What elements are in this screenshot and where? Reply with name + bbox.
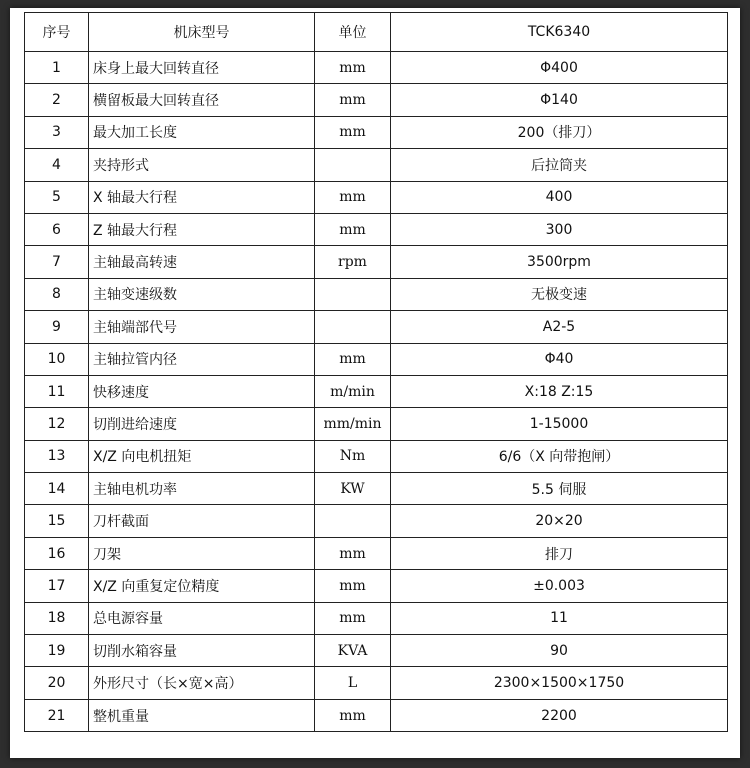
header-model-value: TCK6340 (391, 13, 728, 52)
row-value: ±0.003 (391, 570, 728, 602)
table-row (25, 116, 728, 148)
row-parameter-name: 刀杆截面 (89, 505, 315, 537)
row-index: 5 (25, 181, 89, 213)
table-row (25, 278, 728, 310)
row-unit: m/min (315, 375, 391, 407)
row-unit: Nm (315, 440, 391, 472)
row-unit: mm (315, 602, 391, 634)
row-parameter-name: 主轴端部代号 (89, 311, 315, 343)
table-row (25, 570, 728, 602)
row-index: 20 (25, 667, 89, 699)
row-value: 5.5 伺服 (391, 473, 728, 505)
row-unit (315, 149, 391, 181)
table-row (25, 246, 728, 278)
row-unit: mm (315, 699, 391, 731)
row-parameter-name: 刀架 (89, 537, 315, 569)
table-row (25, 84, 728, 116)
row-value: 6/6（X 向带抱闸） (391, 440, 728, 472)
row-unit: mm (315, 181, 391, 213)
row-parameter-name: 床身上最大回转直径 (89, 52, 315, 84)
row-parameter-name: 切削水箱容量 (89, 635, 315, 667)
spec-table (24, 12, 728, 732)
row-unit: KW (315, 473, 391, 505)
row-unit: mm (315, 570, 391, 602)
table-row (25, 343, 728, 375)
row-unit: mm (315, 537, 391, 569)
row-parameter-name: X/Z 向重复定位精度 (89, 570, 315, 602)
row-index: 11 (25, 375, 89, 407)
row-value: 90 (391, 635, 728, 667)
row-parameter-name: X 轴最大行程 (89, 181, 315, 213)
row-unit: mm (315, 52, 391, 84)
row-index: 18 (25, 602, 89, 634)
row-parameter-name: X/Z 向电机扭矩 (89, 440, 315, 472)
row-index: 2 (25, 84, 89, 116)
row-index: 7 (25, 246, 89, 278)
row-value: X:18 Z:15 (391, 375, 728, 407)
row-value: 2200 (391, 699, 728, 731)
row-index: 14 (25, 473, 89, 505)
table-header-row (25, 13, 728, 52)
row-value: 1-15000 (391, 408, 728, 440)
row-value: 后拉筒夹 (391, 149, 728, 181)
header-unit: 单位 (315, 13, 391, 52)
table-row (25, 699, 728, 731)
row-unit: mm (315, 213, 391, 245)
row-parameter-name: 最大加工长度 (89, 116, 315, 148)
row-unit: L (315, 667, 391, 699)
row-unit: mm/min (315, 408, 391, 440)
table-row (25, 408, 728, 440)
row-value: A2-5 (391, 311, 728, 343)
spec-table-body (25, 13, 728, 732)
table-row (25, 537, 728, 569)
document-frame (10, 8, 740, 758)
row-value: 排刀 (391, 537, 728, 569)
row-value: 3500rpm (391, 246, 728, 278)
row-parameter-name: 主轴最高转速 (89, 246, 315, 278)
row-parameter-name: 主轴电机功率 (89, 473, 315, 505)
row-parameter-name: 快移速度 (89, 375, 315, 407)
row-unit: mm (315, 84, 391, 116)
row-value: 200（排刀） (391, 116, 728, 148)
table-row (25, 181, 728, 213)
row-unit: mm (315, 343, 391, 375)
row-value: Φ140 (391, 84, 728, 116)
header-machine-model: 机床型号 (89, 13, 315, 52)
row-index: 15 (25, 505, 89, 537)
row-unit: rpm (315, 246, 391, 278)
table-row (25, 667, 728, 699)
row-value: Φ40 (391, 343, 728, 375)
row-unit (315, 505, 391, 537)
row-value: 400 (391, 181, 728, 213)
row-unit (315, 311, 391, 343)
row-index: 8 (25, 278, 89, 310)
row-index: 1 (25, 52, 89, 84)
row-value: 11 (391, 602, 728, 634)
row-value: 无极变速 (391, 278, 728, 310)
row-index: 19 (25, 635, 89, 667)
row-index: 10 (25, 343, 89, 375)
row-parameter-name: 总电源容量 (89, 602, 315, 634)
row-parameter-name: 外形尺寸（长×宽×高） (89, 667, 315, 699)
row-unit (315, 278, 391, 310)
table-row (25, 473, 728, 505)
table-row (25, 602, 728, 634)
row-parameter-name: 主轴变速级数 (89, 278, 315, 310)
row-value: Φ400 (391, 52, 728, 84)
row-parameter-name: 整机重量 (89, 699, 315, 731)
table-row (25, 52, 728, 84)
header-index: 序号 (25, 13, 89, 52)
table-row (25, 311, 728, 343)
row-parameter-name: 横留板最大回转直径 (89, 84, 315, 116)
row-index: 9 (25, 311, 89, 343)
row-index: 4 (25, 149, 89, 181)
row-value: 2300×1500×1750 (391, 667, 728, 699)
row-parameter-name: 切削进给速度 (89, 408, 315, 440)
row-index: 13 (25, 440, 89, 472)
row-index: 6 (25, 213, 89, 245)
table-row (25, 440, 728, 472)
table-row (25, 505, 728, 537)
table-row (25, 213, 728, 245)
row-unit: mm (315, 116, 391, 148)
table-row (25, 375, 728, 407)
row-parameter-name: 夹持形式 (89, 149, 315, 181)
row-unit: KVA (315, 635, 391, 667)
row-index: 17 (25, 570, 89, 602)
row-index: 21 (25, 699, 89, 731)
row-parameter-name: 主轴拉管内径 (89, 343, 315, 375)
row-index: 3 (25, 116, 89, 148)
row-value: 300 (391, 213, 728, 245)
row-index: 16 (25, 537, 89, 569)
table-row (25, 149, 728, 181)
row-value: 20×20 (391, 505, 728, 537)
table-row (25, 635, 728, 667)
row-index: 12 (25, 408, 89, 440)
row-parameter-name: Z 轴最大行程 (89, 213, 315, 245)
